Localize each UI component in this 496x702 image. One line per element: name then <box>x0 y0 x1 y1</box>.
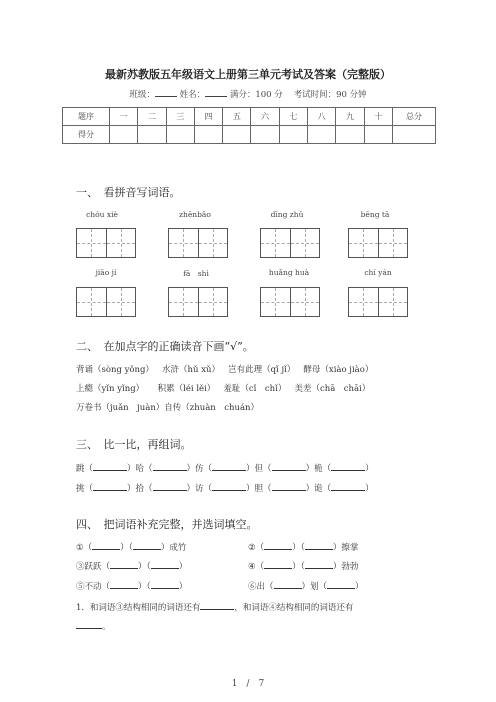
full-score: 满分：100 分 <box>229 90 283 100</box>
score-header-cell: 四 <box>194 108 222 126</box>
idiom-text: ）勃勃 <box>332 562 359 572</box>
idiom-4 <box>248 560 358 572</box>
answer-blank[interactable] <box>274 580 302 589</box>
idiom-6 <box>248 580 364 592</box>
score-cell[interactable] <box>110 126 138 144</box>
compare-text: ）但（ <box>246 464 272 474</box>
score-cell[interactable] <box>279 126 307 144</box>
writing-grid[interactable] <box>260 287 320 317</box>
writing-grid[interactable] <box>348 287 408 317</box>
score-row-label: 得分 <box>63 126 110 144</box>
class-blank <box>155 88 177 97</box>
compare-text: 跳（ <box>76 464 94 474</box>
idiom-2 <box>248 541 358 553</box>
compare-text: ）仿（ <box>186 464 213 474</box>
score-header-cell: 六 <box>251 108 279 126</box>
score-header-cell: 三 <box>166 108 194 126</box>
answer-blank[interactable] <box>93 462 127 471</box>
score-header-cell: 总分 <box>393 108 436 126</box>
writing-grid[interactable] <box>76 287 136 317</box>
compare-text: 挑（ <box>76 484 94 494</box>
answer-blank[interactable] <box>327 580 355 589</box>
answer-blank[interactable] <box>151 560 179 569</box>
compare-text: ）哈（ <box>127 464 153 474</box>
question-1-cont <box>76 620 111 632</box>
answer-blank[interactable] <box>92 541 120 550</box>
idiom-text: ） <box>178 562 188 572</box>
answer-blank[interactable] <box>212 462 246 471</box>
score-table <box>62 107 436 144</box>
exam-time: 考试时间：90 分钟 <box>293 90 367 100</box>
page-title: 最新苏教版五年级语文上册第三单元考试及答案（完整版） <box>105 68 391 81</box>
pinyin-label: jiāo jí <box>95 268 117 277</box>
answer-blank[interactable] <box>331 482 365 491</box>
compare-line-2 <box>76 482 374 494</box>
reading-item[interactable]: 上瘾（yǐn yǐng） <box>76 384 145 394</box>
question-text: ，和词语④结构相同的词语还有 <box>234 603 354 613</box>
score-cell[interactable] <box>194 126 222 144</box>
section-2-heading: 二、 在加点字的正确读音下画“√”。 <box>76 340 254 353</box>
reading-line-1 <box>76 363 373 375</box>
reading-item[interactable]: 酵母（xiào jiào） <box>303 365 374 375</box>
pinyin-label: fā shì <box>183 269 209 278</box>
score-cell[interactable] <box>364 126 392 144</box>
idiom-text: ②（ <box>248 543 265 553</box>
section-3-heading: 三、 比一比，再组词。 <box>76 438 192 451</box>
question-text: 1．和词语③结构相同的词语还有 <box>76 603 201 613</box>
pinyin-label: zhēnbǎo <box>179 210 211 219</box>
pinyin-label: huǎng huà <box>268 268 310 277</box>
idiom-text: ③跃跃（ <box>76 562 111 572</box>
reading-item[interactable]: 美差（chā chāi） <box>294 384 371 394</box>
name-label: 姓名： <box>179 90 206 100</box>
idiom-text: ）（ <box>138 562 151 572</box>
answer-blank[interactable] <box>264 560 292 569</box>
answer-blank[interactable] <box>264 541 292 550</box>
answer-blank[interactable] <box>76 620 102 629</box>
compare-text: ）桅（ <box>305 464 332 474</box>
score-cell[interactable] <box>223 126 251 144</box>
answer-blank[interactable] <box>305 560 333 569</box>
score-cell[interactable] <box>251 126 279 144</box>
score-header-cell: 一 <box>110 108 138 126</box>
score-cell[interactable] <box>138 126 166 144</box>
idiom-text: ）（ <box>292 562 305 572</box>
reading-line-3[interactable]: 万卷书（juǎn juàn）自传（zhuàn chuán） <box>76 403 260 413</box>
answer-blank[interactable] <box>153 462 187 471</box>
score-header-cell: 七 <box>279 108 307 126</box>
writing-grid[interactable] <box>76 228 136 258</box>
idiom-text: ①（ <box>76 543 93 553</box>
pinyin-label: bēng tā <box>360 210 390 219</box>
section-1-heading: 一、 看拼音写词语。 <box>76 186 181 199</box>
score-cell[interactable] <box>393 126 436 144</box>
reading-item[interactable]: 羞耻（cǐ chǐ） <box>223 384 287 394</box>
reading-item[interactable]: 背诵（sòng yǒng） <box>76 365 154 375</box>
answer-blank[interactable] <box>110 560 138 569</box>
answer-blank[interactable] <box>305 541 333 550</box>
idiom-1 <box>76 541 186 553</box>
answer-blank[interactable] <box>153 482 187 491</box>
reading-item[interactable]: 水浒（hǔ xǔ） <box>162 365 220 375</box>
compare-text: ）胆（ <box>246 484 272 494</box>
idiom-text: ） <box>178 582 188 592</box>
idiom-text: ） <box>355 582 364 592</box>
answer-blank[interactable] <box>272 462 306 471</box>
answer-blank[interactable] <box>272 482 306 491</box>
idiom-text: ）（ <box>138 582 151 592</box>
idiom-text: ）划（ <box>301 582 328 592</box>
compare-text: ）拾（ <box>127 484 153 494</box>
reading-item[interactable]: 积累（léi lěi） <box>157 384 216 394</box>
score-header-cell: 五 <box>223 108 251 126</box>
pinyin-label: dīng zhǔ <box>270 210 304 219</box>
pinyin-label: chóu xiè <box>86 210 118 219</box>
score-header-cell: 十 <box>364 108 392 126</box>
writing-grid[interactable] <box>260 228 320 258</box>
writing-grid[interactable] <box>168 228 228 258</box>
pinyin-label: chí yán <box>364 268 392 277</box>
compare-text: ） <box>365 464 374 474</box>
idiom-text: ）（ <box>120 543 133 553</box>
score-header-row <box>63 108 436 126</box>
score-header-cell: 九 <box>336 108 364 126</box>
reading-line-2 <box>76 382 370 394</box>
idiom-text: ⑤不动（ <box>76 582 111 592</box>
idiom-text: ④（ <box>248 562 265 572</box>
exam-info <box>0 88 496 100</box>
reading-item[interactable]: 岂有此理（qǐ jǐ） <box>228 365 296 375</box>
question-1 <box>76 601 353 613</box>
page-number: 1 / 7 <box>231 679 265 689</box>
name-blank <box>205 88 227 97</box>
writing-grid[interactable] <box>168 287 228 317</box>
answer-blank[interactable] <box>110 580 138 589</box>
answer-blank[interactable] <box>151 580 179 589</box>
writing-grid[interactable] <box>348 228 408 258</box>
score-row <box>63 126 436 144</box>
idiom-5 <box>76 580 187 592</box>
answer-blank[interactable] <box>212 482 246 491</box>
score-header-cell: 八 <box>308 108 336 126</box>
score-cell[interactable] <box>336 126 364 144</box>
idiom-text: ）擦掌 <box>332 543 359 553</box>
compare-text: ）访（ <box>186 484 213 494</box>
idiom-text: ）成竹 <box>160 543 187 553</box>
section-4-heading: 四、 把词语补充完整，并选词填空。 <box>76 518 258 531</box>
answer-blank[interactable] <box>331 462 365 471</box>
idiom-3 <box>76 560 187 572</box>
score-cell[interactable] <box>308 126 336 144</box>
class-label: 班级： <box>129 90 155 100</box>
compare-text: ）诡（ <box>305 484 332 494</box>
compare-text: ） <box>365 484 374 494</box>
idiom-text: ⑥出（ <box>248 582 274 592</box>
answer-blank[interactable] <box>200 601 234 610</box>
idiom-text: ）（ <box>292 543 305 553</box>
score-header-cell: 题序 <box>63 108 110 126</box>
answer-blank[interactable] <box>93 482 127 491</box>
compare-line-1 <box>76 462 374 474</box>
score-header-cell: 二 <box>138 108 166 126</box>
answer-blank[interactable] <box>133 541 161 550</box>
score-cell[interactable] <box>166 126 194 144</box>
question-text: 。 <box>102 622 111 632</box>
